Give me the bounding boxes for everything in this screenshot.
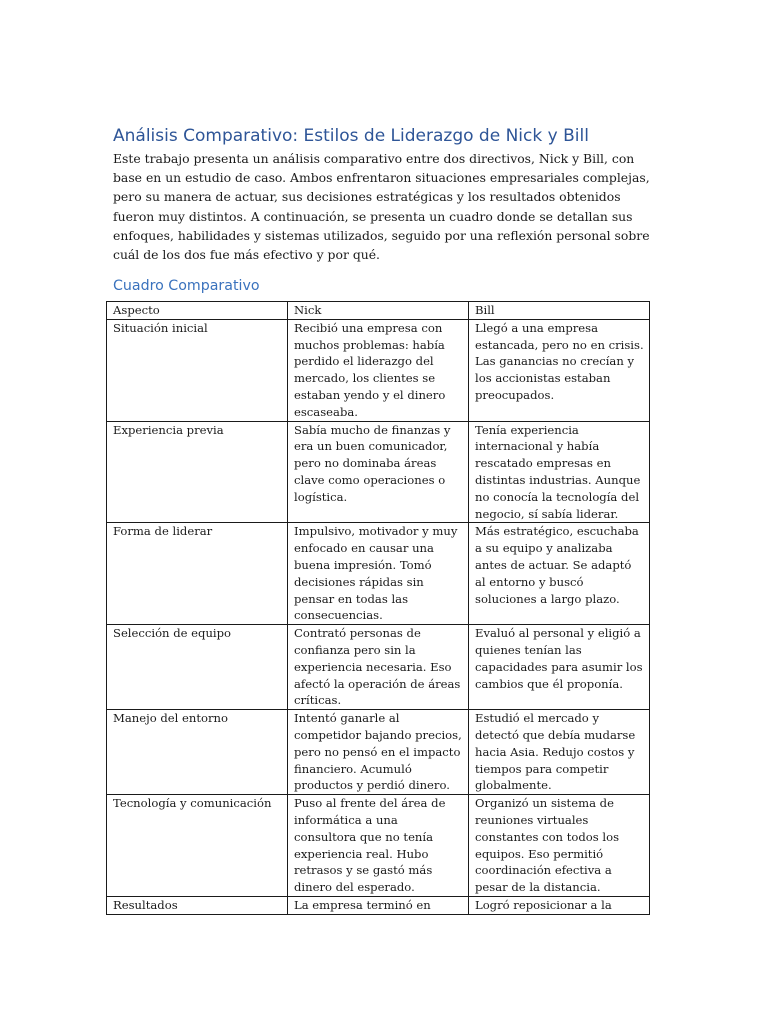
- intro-paragraph: Este trabajo presenta un análisis comparativo entre dos directivos, Nick y Bill, con base en un estudio de caso. Ambos enfrentaron situaciones empresariales complejas, pero su manera de actuar, sus decisiones estratégicas y los resultados obtenidos fueron muy distintos. A continuación, se presenta un cuadro donde se detallan sus enfoques, habilidades y sistemas utilizados, seguido por una reflexión personal sobre cuál de los dos fue más efectivo y por qué.: [113, 151, 650, 263]
- aspect-cell: Resultados: [107, 896, 288, 914]
- bill-cell: Estudió el mercado y detectó que debía mudarse hacia Asia. Redujo costos y tiempos para competir globalmente.: [469, 710, 650, 795]
- section-heading: Cuadro Comparativo: [113, 278, 260, 294]
- nick-cell: Impulsivo, motivador y muy enfocado en causar una buena impresión. Tomó decisiones rápidas sin pensar en todas las consecuencias.: [288, 523, 469, 625]
- bill-cell: Más estratégico, escuchaba a su equipo y analizaba antes de actuar. Se adaptó al entorno y buscó soluciones a largo plazo.: [469, 523, 650, 625]
- table-row: [107, 795, 650, 897]
- header-cell-bill: Bill: [469, 302, 650, 320]
- bill-cell: Evaluó al personal y eligió a quienes tenían las capacidades para asumir los cambios que él proponía.: [469, 625, 650, 710]
- table-row: [107, 319, 650, 421]
- comparison-table: [106, 301, 650, 915]
- nick-cell: Intentó ganarle al competidor bajando precios, pero no pensó en el impacto financiero. Acumuló productos y perdió dinero.: [288, 710, 469, 795]
- bill-cell: Organizó un sistema de reuniones virtuales constantes con todos los equipos. Eso permitió coordinación efectiva a pesar de la distancia.: [469, 795, 650, 897]
- document-title: Análisis Comparativo: Estilos de Liderazgo de Nick y Bill: [113, 126, 589, 146]
- table-row: [107, 625, 650, 710]
- header-cell-aspect: Aspecto: [107, 302, 288, 320]
- bill-cell: Tenía experiencia internacional y había rescatado empresas en distintas industrias. Aunque no conocía la tecnología del negocio, sí sabía liderar.: [469, 421, 650, 523]
- bill-cell: Logró reposicionar a la: [469, 896, 650, 914]
- nick-cell: Recibió una empresa con muchos problemas: había perdido el liderazgo del mercado, los clientes se estaban yendo y el dinero escaseaba.: [288, 319, 469, 421]
- aspect-cell: Manejo del entorno: [107, 710, 288, 795]
- table-row: [107, 710, 650, 795]
- aspect-cell: Experiencia previa: [107, 421, 288, 523]
- table-row: [107, 421, 650, 523]
- aspect-cell: Forma de liderar: [107, 523, 288, 625]
- header-cell-nick: Nick: [288, 302, 469, 320]
- nick-cell: Puso al frente del área de informática a una consultora que no tenía experiencia real. Hubo retrasos y se gastó más dinero del esperado.: [288, 795, 469, 897]
- table-row: [107, 523, 650, 625]
- table-header-row: [107, 302, 650, 320]
- aspect-cell: Situación inicial: [107, 319, 288, 421]
- bill-cell: Llegó a una empresa estancada, pero no en crisis. Las ganancias no crecían y los accionistas estaban preocupados.: [469, 319, 650, 421]
- nick-cell: Contrató personas de confianza pero sin la experiencia necesaria. Eso afectó la operación de áreas críticas.: [288, 625, 469, 710]
- nick-cell: Sabía mucho de finanzas y era un buen comunicador, pero no dominaba áreas clave como operaciones o logística.: [288, 421, 469, 523]
- nick-cell: La empresa terminó en: [288, 896, 469, 914]
- aspect-cell: Tecnología y comunicación: [107, 795, 288, 897]
- table-row: [107, 896, 650, 914]
- aspect-cell: Selección de equipo: [107, 625, 288, 710]
